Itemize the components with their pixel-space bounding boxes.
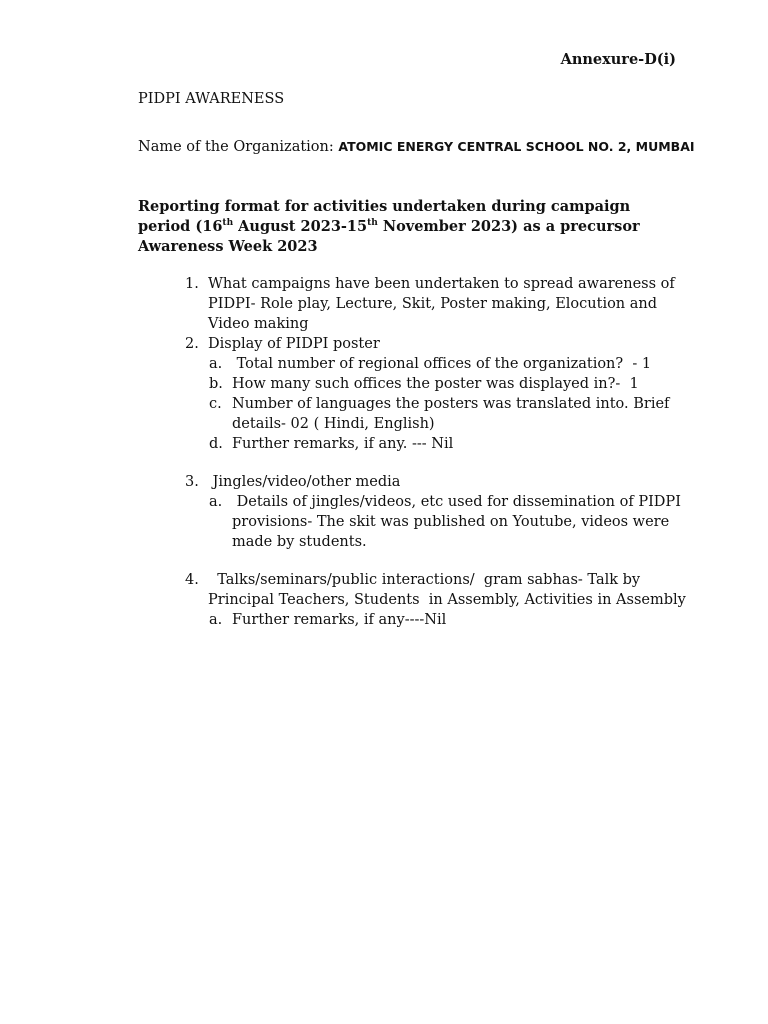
sub-item [0,434,768,454]
spacer [0,454,768,472]
sub-item-text: How many such offices the poster was displayed in?- 1 [232,376,639,392]
sub-item-text: Details of jingles/videos, etc used for dissemination of PIDPI provisions- The skit was published on Youtube, videos were made by students. [232,494,686,550]
list-item [0,472,768,492]
list-item [0,570,768,610]
item-text: What campaigns have been undertaken to spread awareness of PIDPI- Role play, Lecture, Skit, Poster making, Elocution and Video making [208,276,675,332]
report-heading-sup2: th [367,218,378,229]
sub-item-text: Further remarks, if any----Nil [232,612,447,628]
report-heading-part3: November 2023) as a precursor Awareness Week 2023 [138,218,645,255]
organization-line [138,139,695,155]
sub-item-text: Number of languages the posters was translated into. Brief details- 02 ( Hindi, English) [232,396,670,432]
sub-item-letter: a. [209,356,223,372]
report-heading-part1: Reporting format for activities undertaken during campaign period (16 [138,198,631,235]
item-text: Display of PIDPI poster [208,336,380,352]
annexure-label: Annexure-D(i) [560,51,676,68]
item-number: 4. [185,572,199,588]
sub-item [0,492,768,552]
sub-item [0,354,768,374]
item-number: 1. [185,276,199,292]
organization-label: Name of the Organization: [138,139,339,155]
sub-item-letter: a. [209,612,223,628]
sub-item-letter: d. [209,436,223,452]
list-item [0,274,768,334]
item-text: Jingles/video/other media [208,474,401,490]
report-heading-sup1: th [222,218,234,229]
spacer [0,552,768,570]
organization-name: ATOMIC ENERGY CENTRAL SCHOOL NO. 2, MUMBAI [338,139,695,154]
sub-item [0,374,768,394]
item-text: Talks/seminars/public interactions/ gram sabhas- Talk by Principal Teachers, Students in Assembly, Activities in Assembly [208,572,686,608]
sub-item-text: Further remarks, if any. --- Nil [232,436,454,452]
item-number: 3. [185,474,199,490]
sub-item-text: Total number of regional offices of the organization? - 1 [232,356,652,372]
list-item [0,334,768,354]
report-heading-part2: August 2023-15 [233,218,368,235]
sub-item-letter: b. [209,376,223,392]
sub-item [0,394,768,434]
document-title: PIDPI AWARENESS [138,91,285,107]
report-heading [138,197,668,257]
sub-item-letter: a. [209,494,223,510]
sub-item [0,610,768,630]
sub-item-letter: c. [209,396,222,412]
questions-list [0,274,768,630]
item-number: 2. [185,336,199,352]
